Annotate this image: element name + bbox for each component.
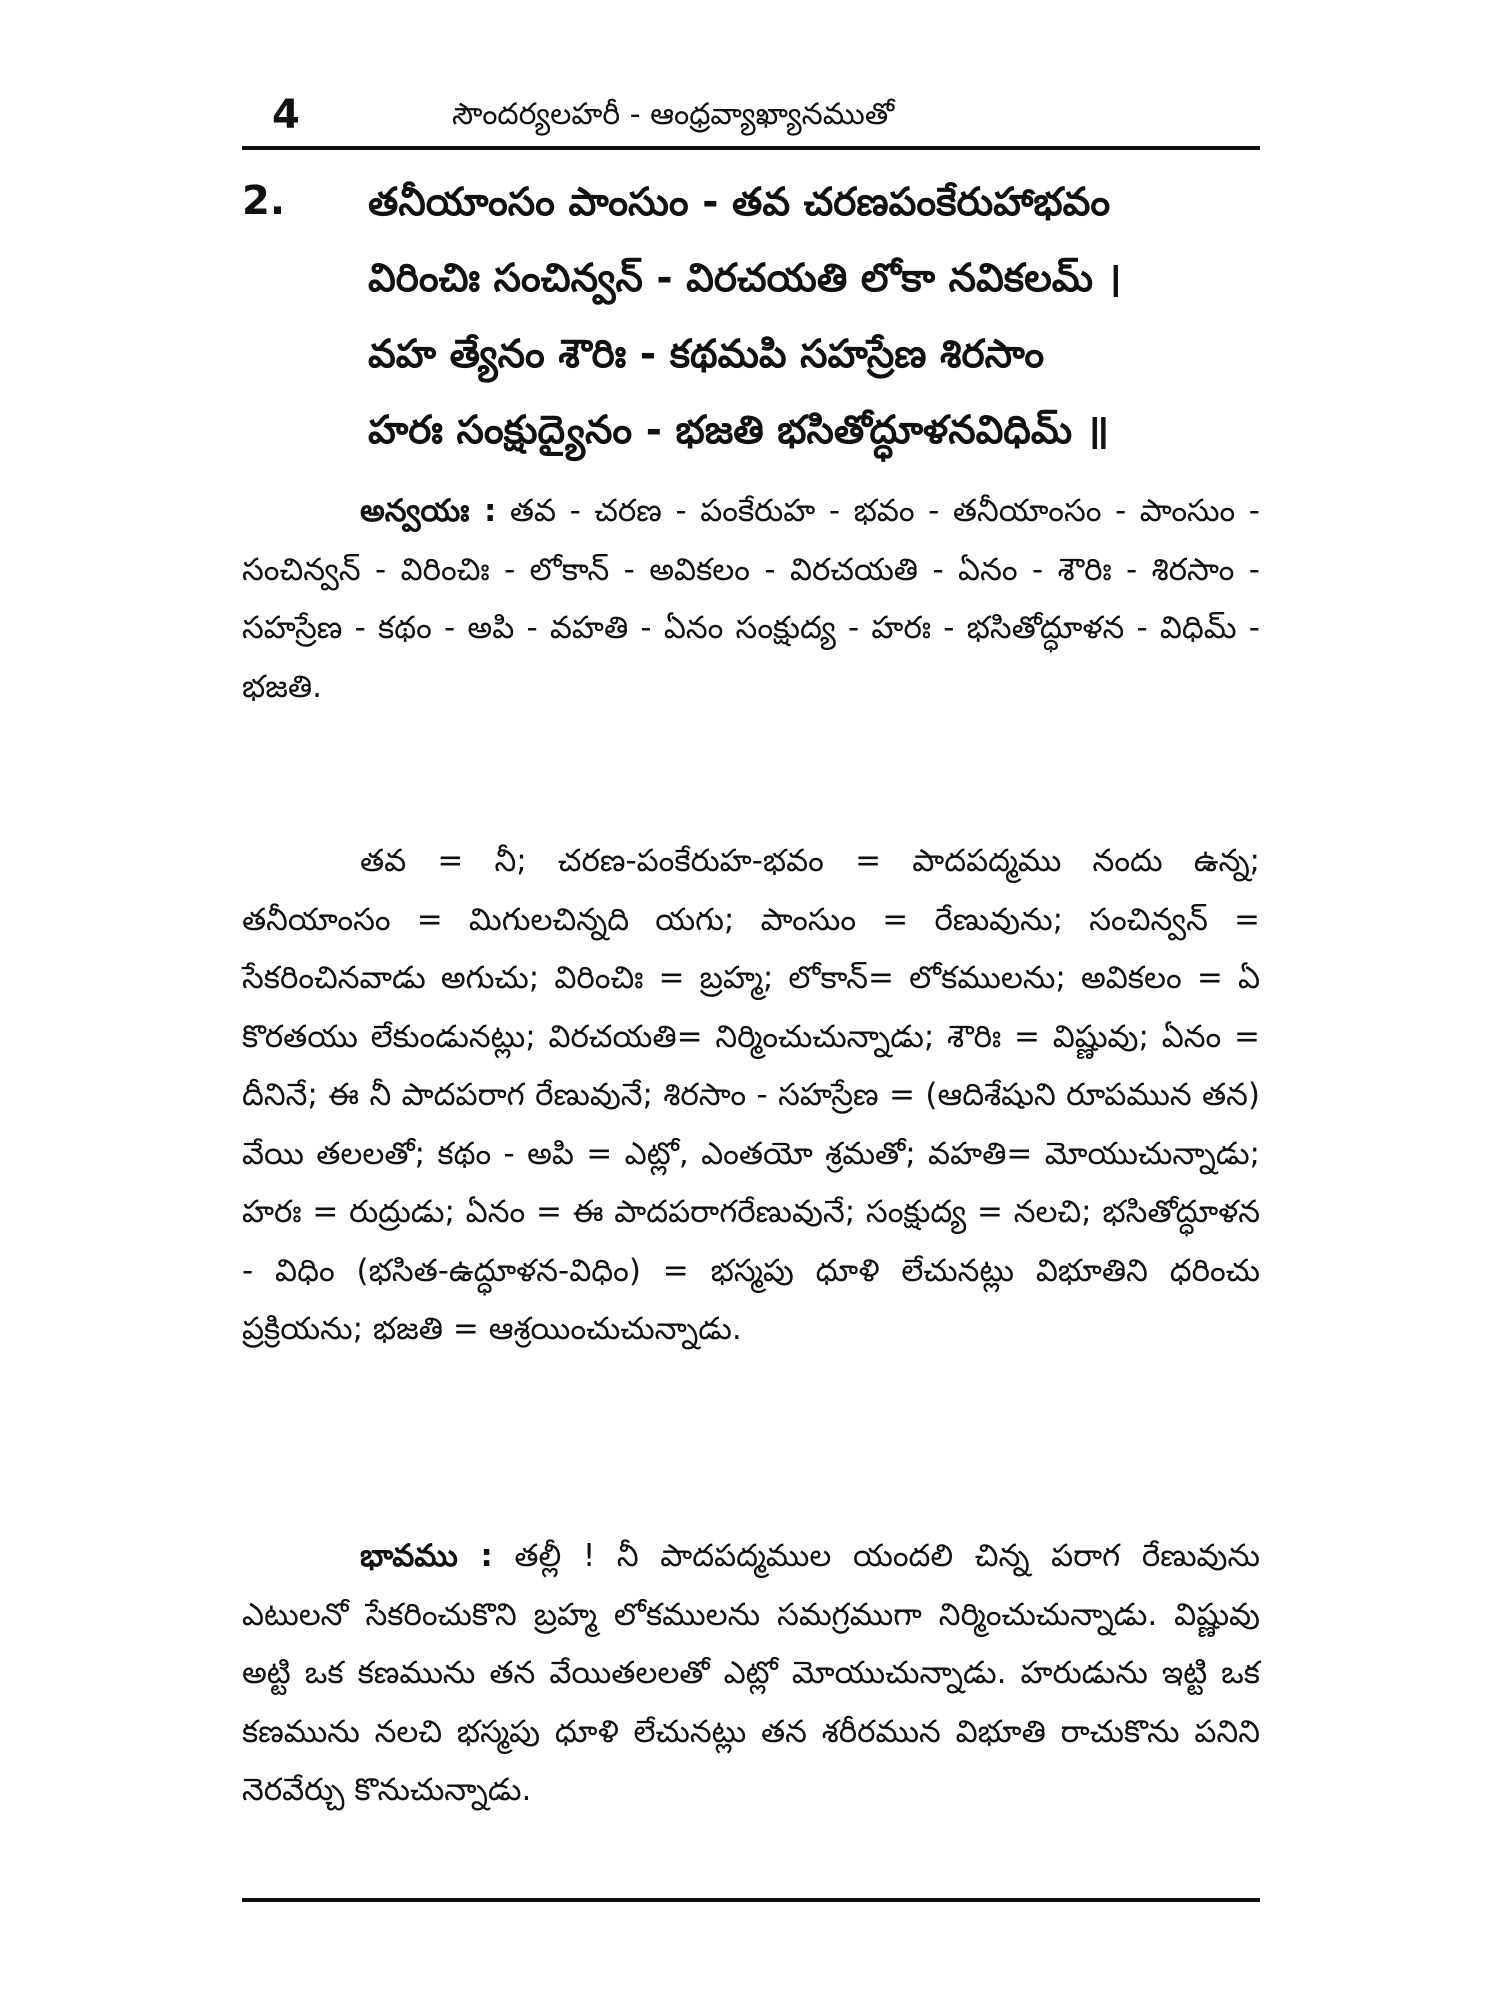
verse-line: వహ త్యేనం శౌరిః - కథమపి సహస్రేణ శిరసాం [368, 332, 1045, 377]
verse-number: 2. [242, 178, 286, 224]
running-title: సౌందర్యలహరీ - ఆంధ్రవ్యాఖ్యానముతో [452, 97, 895, 132]
anvaya-paragraph [242, 482, 1260, 716]
verse-lines [368, 165, 1258, 469]
anvaya-text: తవ - చరణ - పంకేరుహ - భవం - తనీయాంసం - పాంసుం - సంచిన్వన్ - విరించిః - లోకాన్ - అవికలం - విరచయతి - ఏనం - శౌరిః - శిరసాం - సహస్రేణ - కథం - అపి - వహతి - ఏనం సంక్షుద్య - హరః - భసితోద్ధూళన - విధిమ్ - భజతి. [242, 493, 1260, 705]
verse-line: తనీయాంసం పాంసుం - తవ చరణపంకేరుహాభవం [368, 180, 1111, 225]
verse-line: హరః సంక్షుద్యైనం - భజతి భసితోద్ధూళనవిధిమ్ ॥ [368, 408, 1110, 453]
footer-rule [242, 1898, 1260, 1902]
header-rule [242, 146, 1260, 150]
meaning-paragraph [242, 832, 1260, 1359]
bhava-label: భావము : [360, 1538, 493, 1574]
anvaya-label: అన్వయః : [360, 493, 497, 529]
page-header [242, 88, 1262, 142]
meaning-text: తవ = నీ; చరణ-పంకేరుహ-భవం = పాదపద్మము నందు ఉన్న; తనీయాంసం = మిగులచిన్నది యగు; పాంసుం = రేణువును; సంచిన్వన్ = సేకరించినవాడు అగుచు; విరించిః = బ్రహ్మ; లోకాన్= లోకములను; అవికలం = ఏ కొరతయు లేకుండునట్లు; విరచయతి= నిర్మించుచున్నాడు; శౌరిః = విష్ణువు; ఏనం = దీనినే; ఈ నీ పాదపరాగ రేణువునే; శిరసాం - సహస్రేణ = (ఆదిశేషుని రూపమున తన) వేయి తలలతో; కథం - అపి = ఎట్లో, ఎంతయో శ్రమతో; వహతి= మోయుచున్నాడు; హరః = రుద్రుడు; ఏనం = ఈ పాదపరాగరేణువునే; సంక్షుద్య = నలచి; భసితోద్ధూళన - విధిం (భసిత-ఉద్ధూళన-విధిం) = భస్మపు ధూళి లేచునట్లు విభూతిని ధరించు ప్రక్రియను; భజతి = ఆశ్రయించుచున్నాడు. [242, 843, 1260, 1347]
verse-line: విరించిః సంచిన్వన్ - విరచయతి లోకా నవికలమ్ । [368, 256, 1122, 301]
page-number: 4 [272, 92, 300, 138]
bhava-paragraph [242, 1527, 1260, 1820]
bhava-text: తల్లీ ! నీ పాదపద్మముల యందలి చిన్న పరాగ రేణువును ఎటులనో సేకరించుకొని బ్రహ్మ లోకములను సమగ్రముగా నిర్మించుచున్నాడు. విష్ణువు అట్టి ఒక కణమును తన వేయితలలతో ఎట్లో మోయుచున్నాడు. హరుడును ఇట్టి ఒక కణమును నలచి భస్మపు ధూళి లేచునట్లు తన శరీరమున విభూతి రాచుకొను పనిని నెరవేర్చు కొనుచున్నాడు. [242, 1538, 1260, 1808]
